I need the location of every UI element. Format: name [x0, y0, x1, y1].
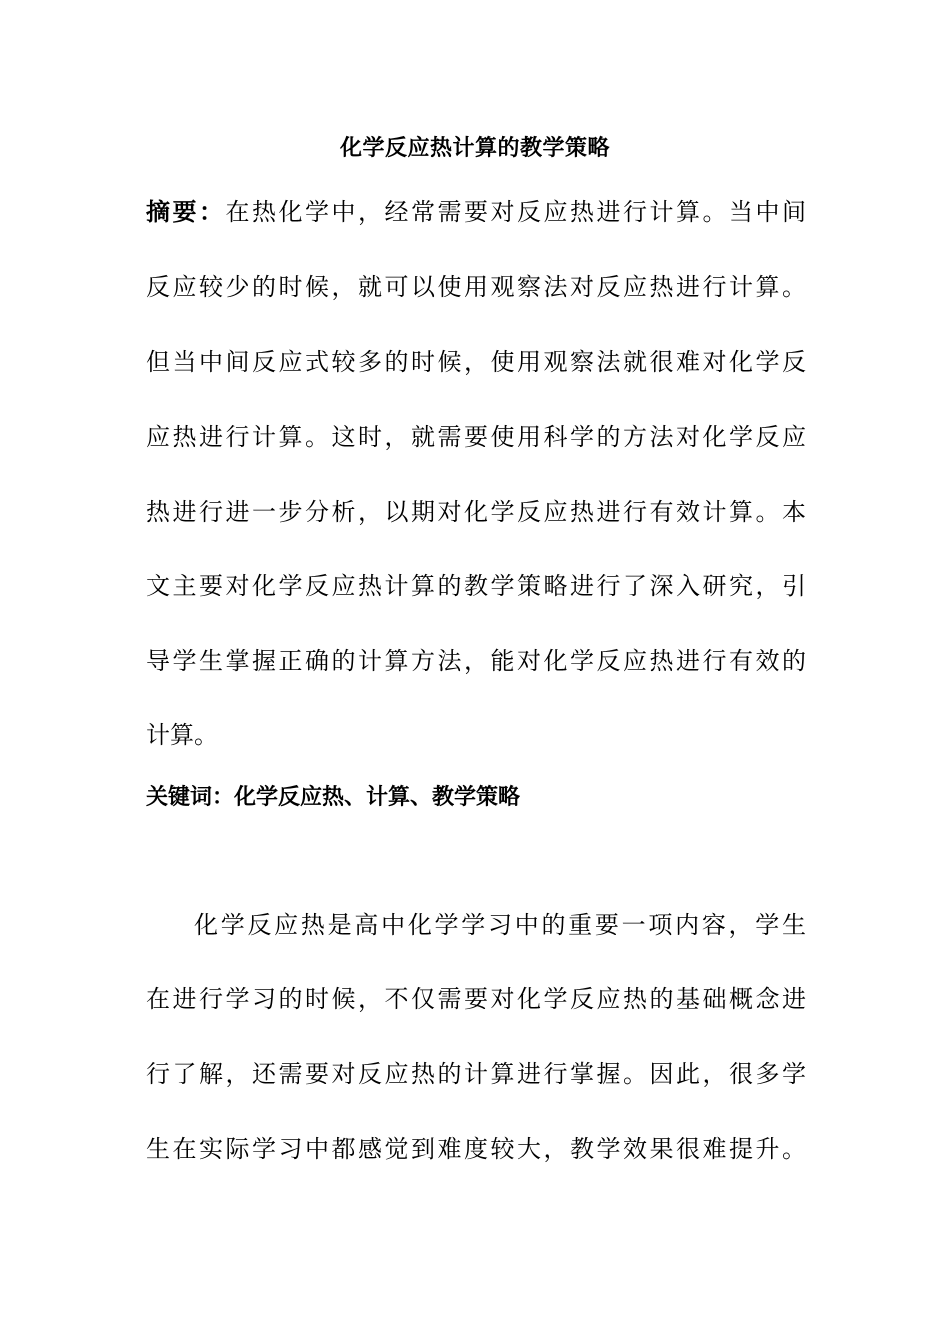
keywords-label: 关键词： — [146, 785, 235, 810]
abstract-line-7: 导学生掌握正确的计算方法，能对化学反应热进行有效的 — [146, 647, 806, 675]
abstract-label: 摘要： — [146, 198, 226, 226]
body-line-4: 生在实际学习中都感觉到难度较大，教学效果很难提升。 — [146, 1135, 806, 1163]
abstract-line-2: 反应较少的时候，就可以使用观察法对反应热进行计算。 — [146, 273, 806, 301]
document-title: 化学反应热计算的教学策略 — [339, 136, 610, 161]
abstract-line-6: 文主要对化学反应热计算的教学策略进行了深入研究，引 — [146, 572, 806, 600]
abstract-line-4: 应热进行计算。这时，就需要使用科学的方法对化学反应 — [146, 423, 806, 451]
keywords-value: 化学反应热、计算、教学策略 — [234, 785, 521, 810]
abstract-line-3: 但当中间反应式较多的时候，使用观察法就很难对化学反 — [146, 348, 806, 376]
body-line-2: 在进行学习的时候，不仅需要对化学反应热的基础概念进 — [146, 985, 806, 1013]
abstract-text-1: 在热化学中，经常需要对反应热进行计算。当中间 — [225, 198, 806, 226]
body-line-1: 化学反应热是高中化学学习中的重要一项内容，学生 — [194, 911, 806, 939]
abstract-line-1 — [146, 192, 806, 232]
keywords-line — [146, 780, 520, 816]
body-line-3: 行了解，还需要对反应热的计算进行掌握。因此，很多学 — [146, 1060, 806, 1088]
abstract-line-8: 计算。 — [146, 721, 218, 749]
abstract-line-5: 热进行进一步分析，以期对化学反应热进行有效计算。本 — [146, 498, 806, 526]
